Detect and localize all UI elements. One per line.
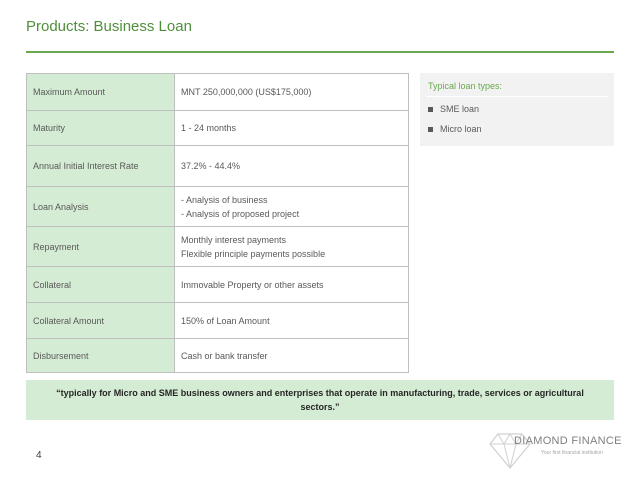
row-label: Loan Analysis [27,187,175,227]
row-label: Disbursement [27,339,175,373]
row-label: Maximum Amount [27,74,175,111]
row-value: 37.2% - 44.4% [175,146,409,187]
loan-types-panel [420,73,614,146]
row-value: Immovable Property or other assets [175,267,409,303]
row-value: MNT 250,000,000 (US$175,000) [175,74,409,111]
loan-terms-table [26,73,409,373]
row-label: Collateral Amount [27,303,175,339]
square-bullet-icon [428,127,433,132]
row-label: Maturity [27,111,175,146]
row-value: Cash or bank transfer [175,339,409,373]
loan-types-divider [426,96,608,97]
list-item [428,124,482,134]
table-row [27,339,409,373]
slide-title: Products: Business Loan [26,18,192,35]
title-divider [26,51,614,53]
logo-tagline: Your first financial institution [541,450,603,456]
table-row [27,227,409,267]
quote-banner [26,380,614,420]
list-item-label: Micro loan [440,124,482,134]
company-logo [488,420,622,472]
loan-types-heading: Typical loan types: [428,81,503,91]
table-row [27,267,409,303]
logo-wordmark: DIAMOND FINANCE [514,435,622,447]
row-label: Collateral [27,267,175,303]
list-item-label: SME loan [440,104,480,114]
list-item [428,104,479,114]
table-row [27,303,409,339]
square-bullet-icon [428,107,433,112]
row-label: Repayment [27,227,175,267]
row-label: Annual Initial Interest Rate [27,146,175,187]
row-value: Monthly interest payments Flexible principle payments possible [175,227,409,267]
row-value: 150% of Loan Amount [175,303,409,339]
quote-text: “typically for Micro and SME business owners and enterprises that operate in manufacturing, trade, services or agricultural sectors.” [56,388,584,412]
table-row [27,74,409,111]
table-row [27,187,409,227]
row-value: 1 - 24 months [175,111,409,146]
row-value: - Analysis of business - Analysis of proposed project [175,187,409,227]
table-row [27,146,409,187]
page-number: 4 [36,450,42,461]
table-row [27,111,409,146]
